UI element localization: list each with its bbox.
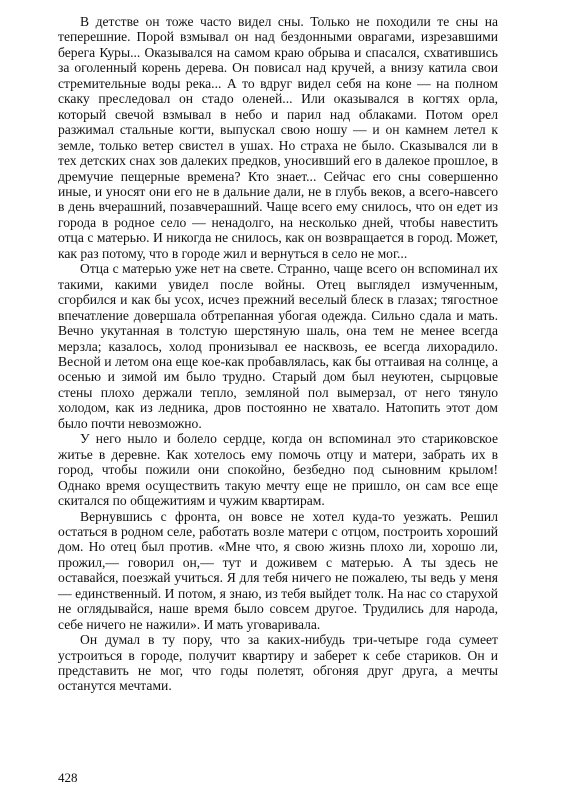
paragraph-2: Отца с матерью уже нет на свете. Странно, чаще всего он вспоминал их такими, какими увидел после войны. Отец выглядел измученным, сгорбился и как бы усох, исчез прежний веселый блеск в глазах; тягостное впечатление довершала обтрепанная убогая одежда. Сильно сдала и мать. Вечно укутанная в толстую шерстяную шаль, она тем не менее всегда мерзла; казалось, холод пронизывал ее насквозь, ее всегда лихорадило. Весной и летом она еще кое-как пробавлялась, как бы оттаивая на солнце, а осенью и зимой им было трудно. Старый дом был неуютен, сырцовые стены плохо держали тепло, земляной пол вымерзал, от него тянуло холодом, как из ледника, дров постоянно не хватало. Натопить этот дом было почти невозможно. [58, 261, 498, 431]
paragraph-1: В детстве он тоже часто видел сны. Только не походили те сны на теперешние. Порой взмывал он над бездонными оврагами, изрезавшими берега Куры... Оказывался на самом краю обрыва и спасался, схватившись за оголенный корень дерева. Он повисал над кручей, а внизу катила свои стремительные воды река... А то вдруг видел себя на коне — на полном скаку преследовал он стадо оленей... Или оказывался в когтях орла, который свечой взмывал в небо и парил над облаками. Потом орел разжимал стальные когти, выпускал свою ношу — и он камнем летел к земле, только ветер свистел в ушах. Но страха не было. Сказывался ли в тех детских снах зов далеких предков, уносивший его в далекое прошлое, в дремучие пещерные времена? Кто знает... Сейчас его сны совершенно иные, и уносят они его не в дальние дали, не в глубь веков, а всего-навсего в день вчерашний, позавчерашний. Чаще всего ему снилось, что он едет из города в родное село — ненадолго, на несколько дней, чтобы навестить отца с матерью. И никогда не снилось, как он возвращается в город. Может, как раз потому, что в городе жил и вернуться в село не мог... [58, 14, 498, 261]
document-page [58, 14, 498, 694]
page-number: 428 [58, 770, 78, 785]
paragraph-4: Вернувшись с фронта, он вовсе не хотел куда-то уезжать. Решил остаться в родном селе, работать возле матери с отцом, построить хороший дом. Но отец был против. «Мне что, я свою жизнь плохо ли, хорошо ли, прожил,— говорил он,— тут и доживем с матерью. А ты здесь не оставайся, поезжай учиться. Я для тебя ничего не пожалею, ты ведь у меня — единственный. И потом, я знаю, из тебя выйдет толк. На нас со старухой не оглядывайся, наше время было совсем другое. Трудились для народа, себе ничего не нажили». И мать уговаривала. [58, 508, 498, 632]
paragraph-3: У него ныло и болело сердце, когда он вспоминал это стариковское житье в деревне. Как хотелось ему помочь отцу и матери, забрать их в город, чтобы пожили они спокойно, безбедно под сыновним крылом! Однако время осуществить такую мечту еще не пришло, он сам все еще скитался по общежитиям и чужим квартирам. [58, 431, 498, 509]
paragraph-5: Он думал в ту пору, что за каких-нибудь три-четыре года сумеет устроиться в городе, получит квартиру и заберет к себе стариков. Он и представить не мог, что годы полетят, обгоняя друг друга, а мечты останутся мечтами. [58, 632, 498, 694]
